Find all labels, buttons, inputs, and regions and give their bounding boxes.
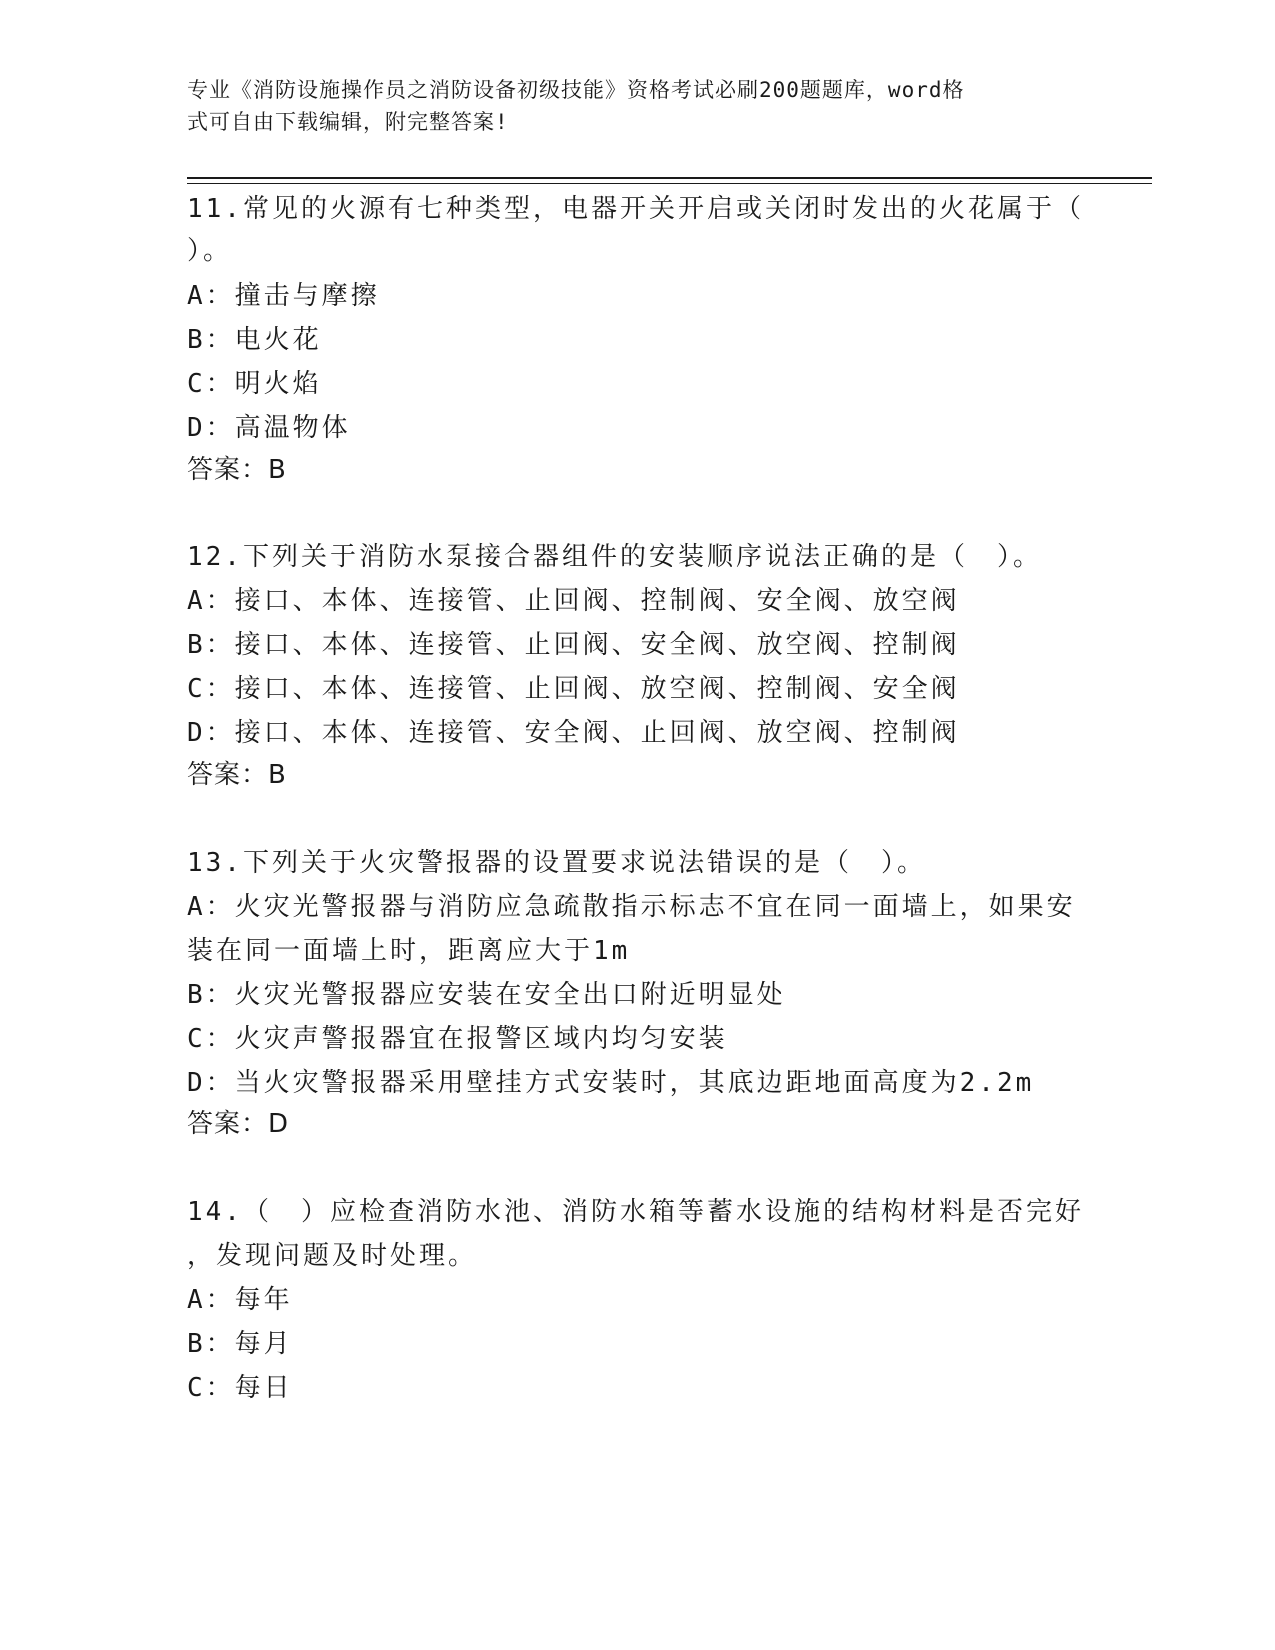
question-11-stem-cont: ）。 [187, 236, 233, 266]
question-13-answer: 答案：D [187, 1109, 290, 1139]
question-14-stem: 14.（ ）应检查消防水池、消防水箱等蓄水设施的结构材料是否完好 [187, 1197, 1084, 1227]
question-13-stem: 13.下列关于火灾警报器的设置要求说法错误的是（ ）。 [187, 848, 926, 878]
question-12-option-b: B：接口、本体、连接管、止回阀、安全阀、放空阀、控制阀 [187, 630, 960, 660]
question-14-option-b: B：每月 [187, 1329, 293, 1359]
question-13-option-b: B：火灾光警报器应安装在安全出口附近明显处 [187, 980, 786, 1010]
question-13-option-a: A：火灾光警报器与消防应急疏散指示标志不宜在同一面墙上，如果安 [187, 892, 1076, 922]
header-line-1: 专业《消防设施操作员之消防设备初级技能》资格考试必刷200题题库，word格 [187, 78, 965, 102]
question-13-option-a-cont: 装在同一面墙上时，距离应大于1m [187, 936, 631, 966]
question-13-option-d: D：当火灾警报器采用壁挂方式安装时，其底边距地面高度为2.2m [187, 1068, 1035, 1098]
question-14-stem-cont: ，发现问题及时处理。 [187, 1241, 478, 1271]
question-13-option-c: C：火灾声警报器宜在报警区域内均匀安装 [187, 1024, 728, 1054]
question-11-stem: 11.常见的火源有七种类型，电器开关开启或关闭时发出的火花属于（ [187, 194, 1084, 224]
header-line-2: 式可自由下载编辑，附完整答案! [187, 110, 509, 134]
question-12-answer: 答案：B [187, 760, 287, 790]
question-12-option-c: C：接口、本体、连接管、止回阀、放空阀、控制阀、安全阀 [187, 674, 960, 704]
question-11-option-a: A：撞击与摩擦 [187, 281, 380, 311]
document-header [187, 74, 1067, 138]
header-divider-thick [187, 177, 1152, 179]
question-11-option-c: C：明火焰 [187, 369, 322, 399]
header-divider-thin [187, 183, 1152, 184]
question-12-stem: 12.下列关于消防水泵接合器组件的安装顺序说法正确的是（ ）。 [187, 542, 1042, 572]
question-14-option-c: C：每日 [187, 1373, 293, 1403]
question-11-option-b: B：电火花 [187, 325, 322, 355]
question-14-option-a: A：每年 [187, 1285, 293, 1315]
question-11-option-d: D：高温物体 [187, 413, 351, 443]
question-11-answer: 答案：B [187, 455, 287, 485]
question-12-option-d: D：接口、本体、连接管、安全阀、止回阀、放空阀、控制阀 [187, 718, 960, 748]
question-12-option-a: A：接口、本体、连接管、止回阀、控制阀、安全阀、放空阀 [187, 586, 960, 616]
